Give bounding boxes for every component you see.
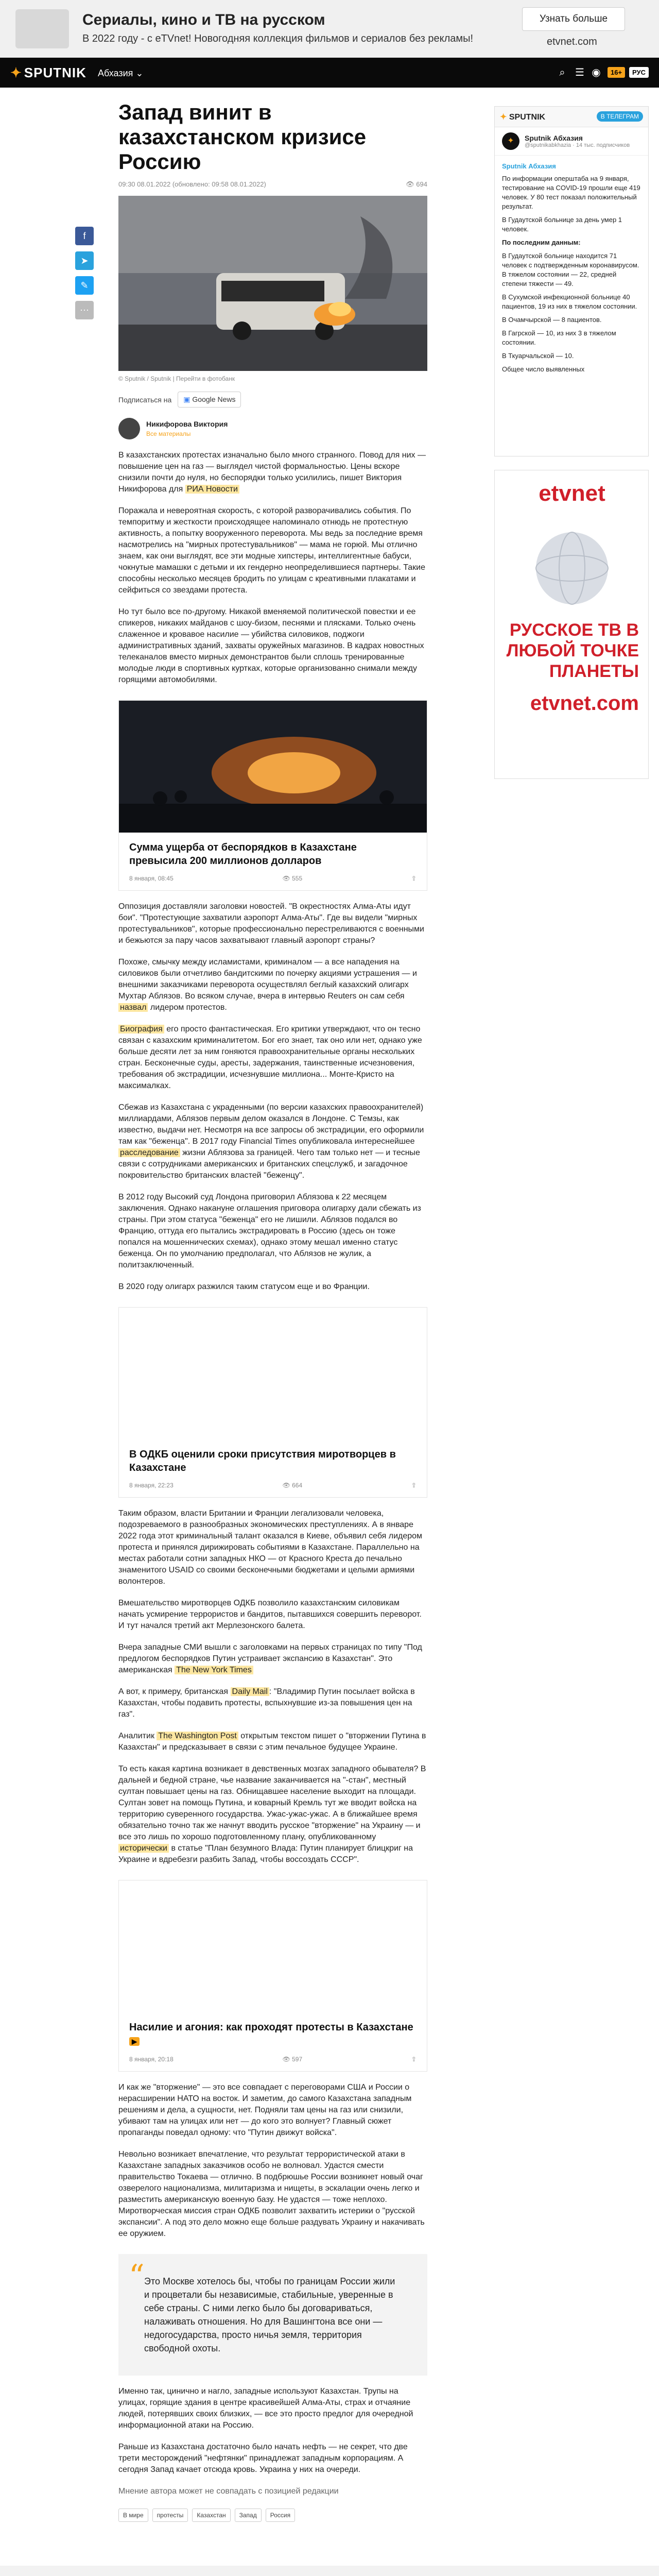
- tag[interactable]: Россия: [266, 2509, 295, 2522]
- card-2-views: [283, 1482, 303, 1489]
- nyt-link[interactable]: The New York Times: [175, 1666, 253, 1674]
- card-2-views-count: 664: [292, 1482, 303, 1489]
- eye-icon: 👁: [406, 180, 414, 188]
- region-selector[interactable]: [98, 68, 144, 79]
- views-count: 694: [416, 180, 427, 188]
- age-badge: 16+: [608, 67, 625, 78]
- google-news-label: Google News: [192, 395, 236, 403]
- card-3-title[interactable]: [119, 2012, 427, 2052]
- article-meta: [118, 180, 427, 189]
- brand-name: SPUTNIK: [24, 65, 86, 80]
- paragraph-18: Именно так, цинично и нагло, западные используют Казахстан. Трупы на улицах, горящие здания в центре красивейшей Алма-Аты, страх и отчаяние людей, потерявших своих близких, — все это просто предлог для очередной информационной атаки на Россию.: [118, 2387, 413, 2430]
- article-link[interactable]: исторически: [118, 1844, 169, 1853]
- google-news-icon: ▣: [183, 395, 190, 403]
- ria-link[interactable]: РИА Новости: [185, 485, 239, 494]
- channel-sub: @sputnikabkhazia · 14 тыс. подписчиков: [525, 142, 630, 148]
- post-text-6: В Очамчырской — 8 пациентов.: [502, 316, 602, 324]
- google-news-button[interactable]: [178, 392, 241, 408]
- paragraph-13: [118, 1686, 427, 1720]
- ad-logo: [15, 9, 69, 48]
- paragraph-4: Оппозиция доставляли заголовки новостей. "В окрестностях Алма-Аты идут бои". "Протестующие захватили аэропорт Алма-Аты". Где вы видели "мирных протестувальников", которые профессионально перестреливаются с военными и бежьются за пару часов захватывают главный аэропорт страны?: [118, 902, 424, 945]
- article-title: Запад винит в казахстанском кризисе Россию: [118, 100, 367, 174]
- facebook-share-icon[interactable]: f: [75, 227, 94, 245]
- card-3-photo: [119, 1880, 427, 2012]
- p5-end: лидером протестов.: [150, 1003, 227, 1012]
- named-link[interactable]: назвал: [118, 1003, 148, 1012]
- card-1-meta: [119, 871, 427, 890]
- quote-text: Это Москве хотелось бы, чтобы по границам России жили и процветали бы независимые, стабильные, уверенные в себе страны. С ними легко было бы договариваться, налаживать отношения. Но для Вашингтона все они — недогосударства, просто ничья земля, территория свободной охоты.: [144, 2276, 395, 2353]
- paragraph-11: Вмешательство миротворцев ОДКБ позволило казахстанским силовикам начать усмирение террористов и бандитов, пытавшихся совершить переворот. И тут начался третий акт Мерлезонского балета.: [118, 1599, 422, 1630]
- paragraph-12: [118, 1642, 427, 1676]
- widget-header: [495, 107, 648, 127]
- related-card-1[interactable]: [118, 700, 427, 891]
- p12-text: Вчера западные СМИ вышли с заголовками на первых страницах по типу "Под предлогом беспорядков Путин устраивает экспансию в Казахстан". Это американская: [118, 1643, 422, 1674]
- paragraph-16: И как же "вторжение" — это все совпадает с переговорами США и России о нерасширении НАТО на восток. И заметим, до самого Казахстана западным решениям и дела, а сущности, нет. Подняли там цены на газ или снизили, убивают там на улицах или нет — до кого это волнует? Главный сюжет пропаганды поведал одному: что "Путин движут войска".: [118, 2083, 412, 2137]
- share-bar: [75, 227, 94, 326]
- ad-learn-more-button[interactable]: Узнать больше: [522, 7, 625, 31]
- author-block[interactable]: [118, 418, 427, 439]
- daily-mail-link[interactable]: Daily Mail: [231, 1687, 269, 1696]
- page-body: [0, 88, 659, 2576]
- more-share-icon[interactable]: ⋯: [75, 301, 94, 319]
- paragraph-1: [118, 450, 427, 495]
- article-date: 09:30 08.01.2022 (обновлено: 09:58 08.01.2022): [118, 180, 266, 188]
- channel-info[interactable]: [495, 127, 648, 156]
- telegram-post: [495, 156, 648, 380]
- share-icon[interactable]: ⇪: [411, 2056, 417, 2063]
- p5-text: Похоже, смычку между исламистами, криминалом — а все нападения на силовиков были отчетливо бандитскими по почерку акциями устрашения — и внешними заказчиками переворота осуществлял беглый казахский олигарх Мухтар Аблязов. Во всяком случае, вчера в интервью Reuters он сам себя: [118, 958, 417, 1001]
- post-text-3: По последним данным:: [502, 239, 581, 246]
- paragraph-7: [118, 1102, 427, 1181]
- sidebar: [494, 88, 649, 779]
- twitter-share-icon[interactable]: ✎: [75, 276, 94, 295]
- share-icon[interactable]: ⇪: [411, 875, 417, 882]
- post-text: По информации оперштаба на 9 января, тестирование на COVID-19 прошли еще 419 человек. У 80 тест показал положительный результат.: [502, 175, 640, 210]
- p1-text: В казахстанских протестах изначально было много странного. Повод для них — повышение цен на газ — выглядел чистой формальностью. Цены вскоре снизили почти до нуля, но беспорядки только усилились, пишет Виктория Никифорова для: [118, 451, 426, 494]
- ad-title: Сериалы, кино и ТВ на русском: [82, 11, 325, 28]
- main-nav: [0, 58, 659, 88]
- post-text-5: В Сухумской инфекционной больнице 40 пациентов, 19 из них в тяжелом состоянии.: [502, 293, 637, 310]
- card-3-views: [283, 2056, 303, 2063]
- card-1-date: 8 января, 08:45: [129, 875, 174, 882]
- ad-site[interactable]: etvnet.com: [547, 36, 597, 47]
- paragraph-2: Поражала и невероятная скорость, с которой разворачивались события. По темпоритму и жесткости происходящее напоминало отнюдь не протестную активность, а попытку вооруженного переворота. Мы ведь за последние время насмотрелись на "мирных протестувальников" — мама не горюй. Мы отлично знаем, как они выглядят, все эти модные хипстеры, интеллигентные бабуси, чокнутые мамашки с детьми и их гендерно неопределившиеся партнеры. Такие способны несколько месяцев бродить по улицам с креативными плакатами и сейфиться со звездами протеста.: [118, 506, 425, 595]
- p13-end: : "Владимир Путин посылает войска в Казахстан, чтобы подавить протесты, вспыхнувшие из-за повышения цен на газ".: [118, 1687, 415, 1719]
- card-3-meta: [119, 2052, 427, 2071]
- related-card-3[interactable]: [118, 1880, 427, 2072]
- wapo-link[interactable]: The Washington Post: [157, 1732, 238, 1740]
- paragraph-19: Раньше из Казахстана достаточно было начать нефть — не секрет, что две трети месторождений "нефтянки" принадлежат западным корпорациям. А сегодня Запад качает отсюда кровь. Украина у них на очереди.: [118, 2443, 408, 2474]
- paragraph-15: [118, 1764, 427, 1866]
- p15-text: То есть какая картина возникает в девственных мозгах западного обывателя? В дальней и бедной стране, чье название заканчивается на "-стан", местный султан повышает цены на газ. Обнищавшее население выходит на площади. Султан зовет на помощь Путина, и коварный Кремль тут же вводит войска на территорию суверенного государства. Ужас-ужас-ужас. А в ближайшее время обязательно точно так же начнут вводить русское "вторжение" на Украину — и все это лишь по хорошо подготовленному плану, опубликованному: [118, 1765, 426, 1841]
- eye-icon: 👁: [282, 1482, 290, 1489]
- language-switcher[interactable]: РУС: [629, 67, 649, 78]
- tag[interactable]: протесты: [152, 2509, 188, 2522]
- post-text-7: В Гагрской — 10, из них 3 в тяжелом состоянии.: [502, 329, 616, 346]
- article-views: [406, 180, 427, 189]
- channel-name: Sputnik Абхазия: [525, 134, 583, 142]
- site-logo[interactable]: [10, 65, 86, 81]
- biography-link[interactable]: Биография: [118, 1025, 164, 1033]
- side-ad-title: РУССКОЕ ТВ В ЛЮБОЙ ТОЧКЕ ПЛАНЕТЫ: [506, 620, 639, 681]
- tag[interactable]: Запад: [235, 2509, 262, 2522]
- burning-bus-illustration: [118, 196, 427, 371]
- quote-mark-icon: “: [129, 2258, 145, 2294]
- paragraph-3: Но тут было все по-другому. Никакой вменяемой политической повестки и ее спикеров, никаких майданов с шоу-бизом, песнями и плясками. Только очень слаженное и кровавое насилие — убийства силовиков, поджоги административных зданий, захваты оружейных магазинов. В кадрах новостных телеканалов вместо мирных демонстрантов были сплошь тренированные молодые люди в спортивных куртках, которые организованно снимали между горящими автомобилями.: [118, 607, 424, 684]
- p7-text: Сбежав из Казахстана с украденными (по версии казахских правоохранителей) миллиардами, Аблязов первым делом оказался в Лондоне. С Темзы, как известно, выдачи нет. Несмотря на все запросы об экстрадиции, его оформили там как "беженца". В 2017 году Financial Times опубликовала интереснейшее: [118, 1103, 424, 1146]
- region-label: Абхазия: [98, 68, 133, 78]
- side-ad-logo: etvnet: [539, 481, 605, 506]
- p14-end: открытым текстом пишет о "вторжении Путина в Казахстан" и предсказывает в связи с этим печальное будущее Украине.: [118, 1732, 426, 1752]
- search-icon[interactable]: ⌕: [559, 67, 565, 78]
- post-text-2: В Гудаутской больнице за день умер 1 человек.: [502, 216, 622, 233]
- paragraph-9: В 2020 году олигарх разжился таким статусом еще и во Франции.: [118, 1282, 370, 1291]
- card-2-date: 8 января, 22:23: [129, 1482, 174, 1489]
- video-icon: ▶: [129, 2037, 140, 2046]
- card-3-title-text: Насилие и агония: как проходят протесты в Казахстане: [129, 2022, 413, 2033]
- post-text-4: В Гудаутской больнице находится 71 человек с подтвержденным коронавирусом. В тяжелом состоянии — 22, средней степени тяжести — 49.: [502, 252, 639, 287]
- post-text-8: В Ткуарчальской — 10.: [502, 352, 574, 360]
- photo-caption[interactable]: © Sputnik / Sputnik | Перейти в фотобанк: [118, 375, 235, 382]
- top-ad-banner[interactable]: [0, 0, 659, 58]
- footer: [0, 2566, 659, 2576]
- subscribe-row: [118, 392, 427, 408]
- card-1-views-count: 555: [292, 875, 303, 882]
- pull-quote: [118, 2254, 427, 2376]
- widget-brand: [500, 112, 545, 122]
- tag[interactable]: В мире: [118, 2509, 148, 2522]
- investigation-link[interactable]: расследование: [118, 1148, 180, 1157]
- protest-fire-illustration: [119, 701, 427, 833]
- share-icon[interactable]: ⇪: [411, 1482, 417, 1489]
- author-name: Никифорова Виктория: [146, 420, 228, 428]
- chevron-down-icon: ⌄: [135, 68, 144, 78]
- card-3-date: 8 января, 20:18: [129, 2056, 174, 2063]
- sputnik-star-icon: ✦: [500, 113, 507, 122]
- card-1-photo: [119, 701, 427, 833]
- card-3-views-count: 597: [292, 2056, 303, 2063]
- p7-end: жизни Аблязова за границей. Чего там только нет — и тесные связи с сотрудниками американских и британских спецслужб, и загадочное покровительство британских властей "беженцу".: [118, 1148, 420, 1180]
- p13-text: А вот, к примеру, британская: [118, 1687, 229, 1696]
- widget-brand-text: SPUTNIK: [509, 113, 546, 122]
- user-icon[interactable]: ◉: [592, 67, 601, 78]
- disclaimer: Мнение автора может не совпадать с позицией редакции: [118, 2487, 339, 2496]
- p6-text: его просто фантастическая. Его критики утверждают, что он тесно связан с казахским криминалитетом. Бог его знает, так оно или нет, однако уже больше десяти лет за ним гоняются правоохранительные органы нескольких стран. Бесконечные суды, аресты, задержания, таинственные исчезновения, требования об экстрадиции, исчезнувшие миллиона... Монте-Кристо на максималках.: [118, 1025, 422, 1090]
- card-2-photo: [119, 1308, 427, 1439]
- subscribe-label: Подписаться на: [118, 395, 172, 404]
- side-ad-site: etvnet.com: [530, 692, 639, 715]
- related-card-2[interactable]: [118, 1307, 427, 1498]
- telegram-share-icon[interactable]: ➤: [75, 251, 94, 270]
- tags: [118, 2509, 427, 2522]
- menu-icon[interactable]: ☰: [575, 67, 584, 78]
- paragraph-14: [118, 1731, 427, 1753]
- telegram-button[interactable]: В ТЕЛЕГРАМ: [597, 111, 643, 122]
- telegram-widget: [494, 106, 649, 456]
- ad-text: В 2022 году - с eTVnet! Новогодняя коллекция фильмов и сериалов без рекламы!: [82, 33, 474, 44]
- paragraph-8: В 2012 году Высокий суд Лондона приговорил Аблязова к 22 месяцем заключения. Однако накануне оглашения приговора олигарху дали сбежать из страны. При этом статуса "беженца" его не лишили. Аблязов подался во Францию, оттуда его пытались экстрадировать в Россию (здесь он тоже попался на мошеннических схемах), однако этому мешал именно статус беженца. Он по умолчанию предполагал, что Аблязов не жулик, а политзаключенный.: [118, 1193, 421, 1269]
- paragraph-5: [118, 957, 427, 1013]
- post-author: Sputnik Абхазия: [502, 162, 556, 170]
- hero-photo: [118, 196, 427, 371]
- globe-illustration: [521, 527, 623, 609]
- author-all-materials[interactable]: Все материалы: [146, 430, 191, 437]
- p14-text: Аналитик: [118, 1732, 154, 1740]
- card-1-title[interactable]: Сумма ущерба от беспорядков в Казахстане превысила 200 миллионов долларов: [129, 842, 357, 867]
- card-2-meta: [119, 1478, 427, 1497]
- post-text-9: Общее число выявленных: [502, 365, 585, 373]
- tag[interactable]: Казахстан: [192, 2509, 230, 2522]
- p15-end: в статье "План безумного Влада: Путин планирует блицкриг на Украине и вдребезги разбить Запад, чтобы воссоздать СССР".: [118, 1844, 413, 1864]
- card-1-views: [283, 875, 303, 882]
- eye-icon: 👁: [282, 2056, 290, 2063]
- author-avatar: [118, 418, 140, 439]
- channel-avatar: ✦: [502, 132, 519, 150]
- sputnik-star-icon: ✦: [10, 65, 22, 80]
- paragraph-6: [118, 1024, 427, 1092]
- eye-icon: 👁: [282, 875, 290, 882]
- article: [118, 88, 427, 2522]
- card-2-title[interactable]: В ОДКБ оценили сроки присутствия миротворцев в Казахстане: [129, 1449, 396, 1473]
- paragraph-10: Таким образом, власти Британии и Франции легализовали человека, подозреваемого в разнообразных экономических преступлениях. А в январе 2022 года этот криминальный талант оказался в Киеве, объявил себя лидером протеста и принялся дирижировать событиями в Казахстане. Параллельно на местах работали сотни западных НКО — от Красного Креста до печально знаменитого USAID со своими бесконечными бюджетами и целыми армиями волонтеров.: [118, 1509, 423, 1586]
- side-ad[interactable]: [494, 470, 649, 779]
- paragraph-17: Невольно возникает впечатление, что результат террористической атаки в Казахстане западных заказчиков особо не волновал. Удастся смести правительство Токаева — отлично. В подбрюшье России возникнет новый очаг озверелого национализма, милитаризма и нищеты, в эскалации очень легко и разместить американскую военную базу. Не удастся — тоже неплохо. Миротворческая миссия стран ОДКБ позволит захватить истерики о "русской экспансии". А под это дело можно еще больше раздувать Украину и накачивать ее оружием.: [118, 2150, 425, 2238]
